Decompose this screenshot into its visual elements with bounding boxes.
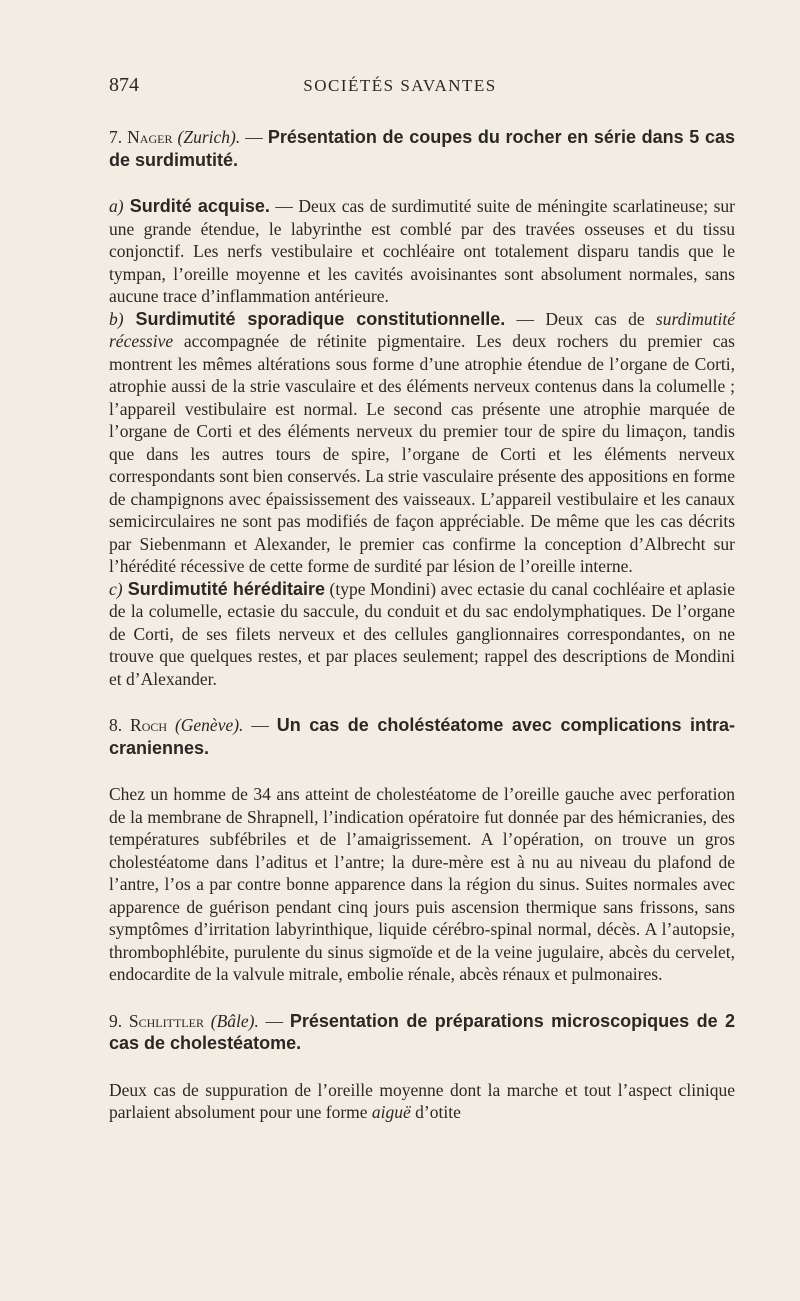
author-place: (Bâle).	[203, 1010, 259, 1031]
paragraph-text: Deux cas de suppuration de l’oreille moyenne dont la marche et tout l’aspect clinique parlaient absolument pour une forme	[109, 1079, 735, 1122]
author: Roch	[130, 715, 168, 735]
section-number: 8.	[109, 715, 131, 735]
page-content	[109, 126, 735, 1124]
item-letter: a)	[109, 196, 124, 216]
author-place: (Genève).	[167, 715, 244, 735]
dash: —	[243, 715, 277, 735]
paragraph-text: Chez un homme de 34 ans atteint de cholestéatome de l’oreille gauche avec perforation de la membrane de Shrapnell, l’indication opératoire fut donnée par des hémicranies, des températures subfébriles et de l’amaigrissement. A l’opération, on trouve un gros cholestéatome dans l’aditus et l’antre; la dure-mère est à nu au niveau du plafond de l’antre, l’os a par contre bonne apparence dans la région du sinus. Suites normales avec apparence de guérison pendant cinq jours puis ascension thermique sans frissons, sans symptômes d’irritation labyrinthique, liquide cérébro-spinal normal, décès. A l’autopsie, thrombophlébite, purulente du sinus sigmoïde et de la veine jugulaire, abcès du cervelet, endocardite de la valvule mitrale, embolie rénale, abcès rénaux et pulmonaires.	[109, 784, 735, 984]
item-heading: Surdité acquise.	[123, 196, 270, 216]
section-title: Un cas de choléstéatome avec complications intra-craniennes.	[109, 715, 736, 758]
paragraph-7a	[109, 195, 735, 308]
item-text: accompagnée de rétinite pigmentaire. Les deux rochers du premier cas montrent les mêmes altérations sous forme d’une atrophie étendue de l’organe de Corti, atrophie aussi de la strie vasculaire et des éléments nerveux contenus dans la columelle ; l’appareil vestibulaire est normal. Le second cas présente une atrophie marquée de l’organe de Corti et des éléments nerveux du premier tour de spire du limaçon, tandis que dans les autres tours de spire, l’organe de Corti et les éléments nerveux correspondants sont bien conservés. La strie vasculaire présente des appositions en forme de champignons avec épaississement des vaisseaux. L’appareil vestibulaire et les canaux semicirculaires ne sont pas modifiés de façon appréciable. De même que les cas décrits par Siebenmann et Alexander, le premier cas confirme la conception d’Albrecht sur l’hérédité récessive de cette forme de surdité par lésion de l’oreille interne.	[109, 331, 735, 576]
section-number: 7.	[109, 127, 128, 147]
paragraph-7b	[109, 308, 735, 578]
page-header	[0, 74, 800, 104]
running-title: SOCIÉTÉS SAVANTES	[303, 76, 497, 95]
item-heading: Surdimutité héréditaire	[122, 578, 325, 599]
item-text: — Deux cas de	[505, 308, 656, 329]
section-number: 9.	[109, 1010, 129, 1031]
item-heading: Surdimutité sporadique constitutionnelle.	[123, 308, 506, 329]
dash: —	[240, 127, 268, 147]
dash: —	[258, 1010, 290, 1031]
page-number: 874	[109, 74, 139, 96]
item-text: (type Mondini) avec ectasie du canal cochléaire et aplasie de la columelle, ectasie du saccule, du conduit et du sac endolymphatiques. De l’organe de Corti, de ses filets nerveux et des cellules ganglionnaires correspondantes, on ne trouve que quelques restes, et par places seulement; rappel des descriptions de Mondini et d’Alexander.	[109, 578, 735, 689]
section-title: Présentation de préparations microscopiques de 2 cas de cholestéatome.	[109, 1010, 736, 1053]
section-8-heading	[109, 714, 735, 759]
author-place: (Zurich).	[172, 127, 241, 147]
section-title: Présentation de coupes du rocher en série dans 5 cas de surdimutité.	[109, 127, 736, 170]
paragraph-8	[109, 783, 735, 986]
paragraph-7c	[109, 578, 735, 691]
section-7-heading	[109, 126, 735, 171]
italic-term: surdimutité récessive	[109, 308, 735, 351]
italic-term: aiguë	[371, 1102, 411, 1122]
item-letter: b)	[109, 308, 124, 329]
item-text: — Deux cas de surdimutité suite de méningite scarlatineuse; sur une grande étendue, le labyrinthe est comblé par des travées osseuses et du tissu conjonctif. Les nerfs vestibulaire et cochléaire ont totalement disparu tandis que le tympan, l’oreille moyenne et les cavités avoisinantes sont absolument normales, sans aucune trace d’inflammation antérieure.	[109, 196, 736, 306]
item-letter: c)	[109, 578, 123, 599]
paragraph-text: d’otite	[410, 1102, 461, 1122]
section-9-heading	[109, 1010, 735, 1055]
author: Nager	[127, 127, 173, 147]
author: Schlittler	[128, 1010, 204, 1031]
paragraph-9	[109, 1079, 735, 1124]
